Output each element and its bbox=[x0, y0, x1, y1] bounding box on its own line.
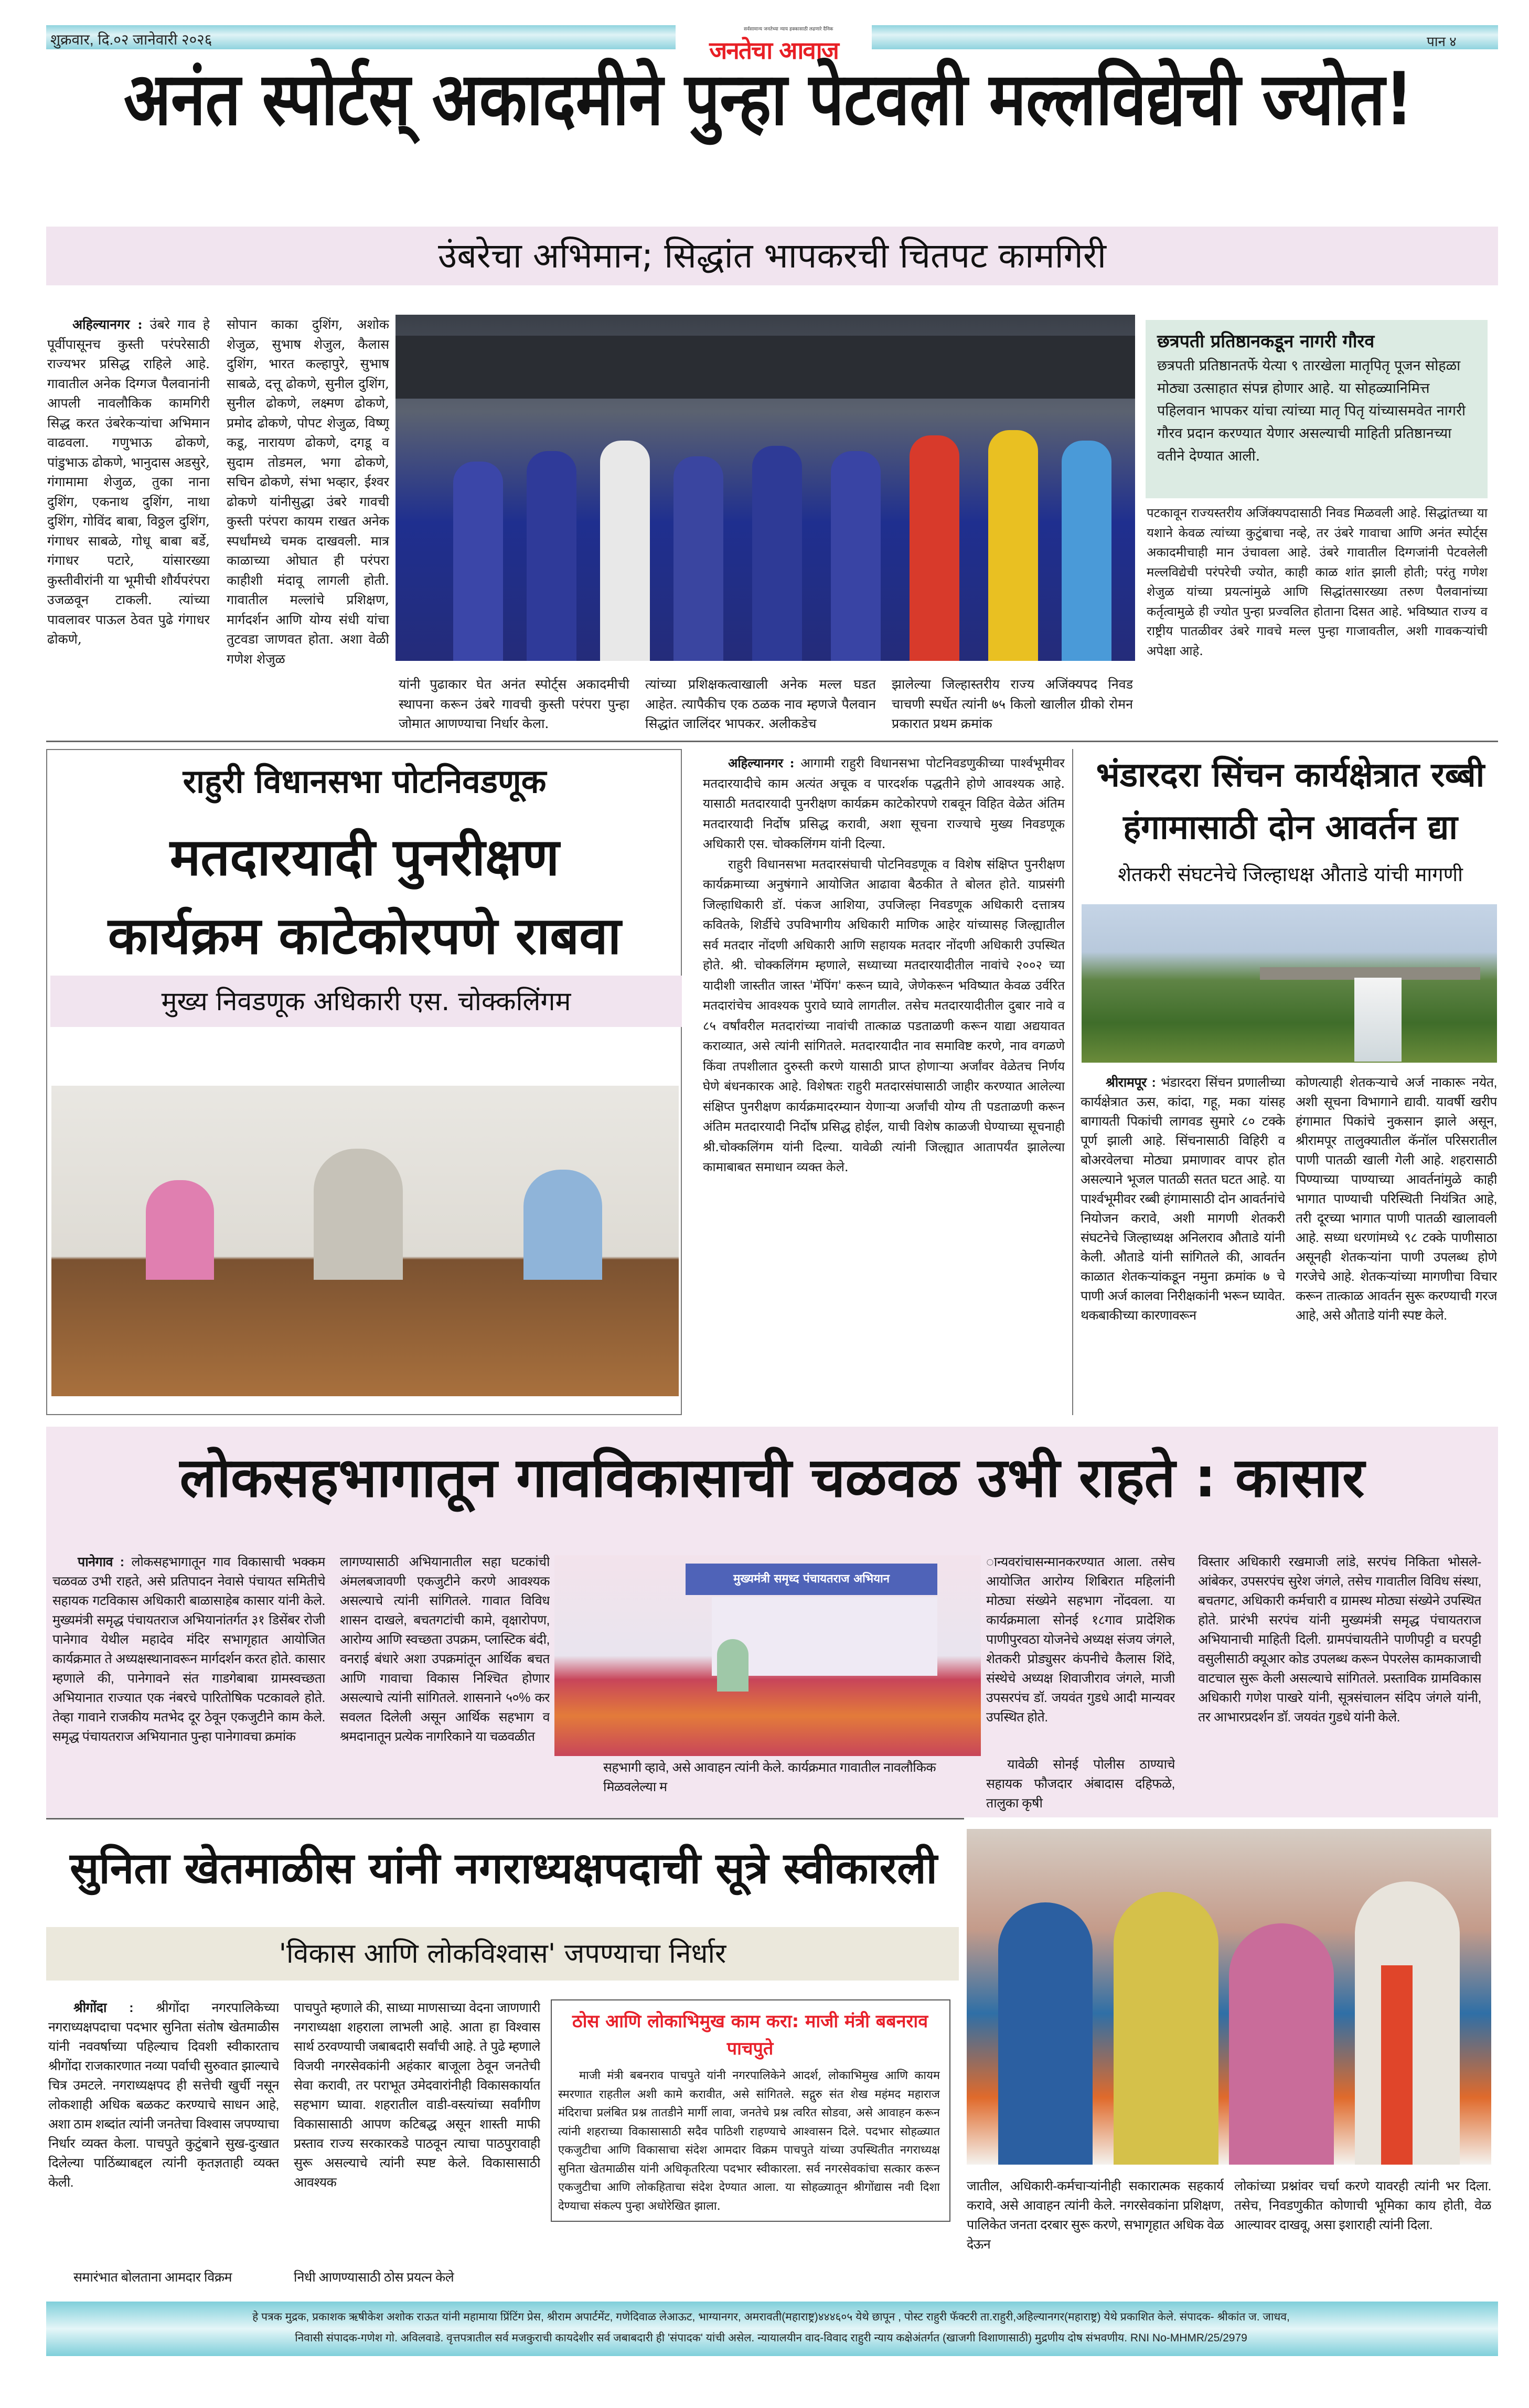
story2-para1: आगामी राहुरी विधानसभा पोटनिवडणुकीच्या पार्श्वभूमीवर मतदारयादीचे काम अत्यंत अचूक व पारदर्शक पद्धतीने होणे आवश्यक आहे. यासाठी मतदारयादी पुनरीक्षण कार्यक्रम काटेकोरपणे राबवून विहित वेळेत अंतिम मतदारयादी निर्दोष प्रसिद्ध करावी, अशा सूचना राज्याचे मुख्य निवडणूक अधिकारी एस. चोक्कलिंगम यांनी दिल्या. bbox=[703, 756, 1065, 851]
story5-column-2b: निधी आणण्यासाठी ठोस प्रयत्न केले bbox=[294, 2270, 454, 2285]
sidebar-box-title: छत्रपती प्रतिष्ठानकडून नागरी गौरव bbox=[1157, 331, 1375, 352]
story2-body bbox=[703, 753, 1065, 1404]
photo-figure bbox=[523, 1170, 602, 1280]
story4-column-5: विस्तार अधिकारी रखमाजी लांडे, सरपंच निकिता भोसले-आंबेकर, उपसरपंच सुरेश जंगले, तसेच गावातील विविध संस्था, बचतगट, अधिकारी कर्मचारी व ग्रामस्थ मोठ्या संख्येने उपस्थित होते. प्रारंभी सरपंच यांनी मुख्यमंत्री समृद्ध पंचायतराज अभियानाची माहिती दिली. ग्रामपंचायतीने पाणीपट्टी व घरपट्टी वसुलीसाठी क्यूआर कोड उपलब्ध करून पेपरलेस कामकाजाची वाटचाल सुरू केली असल्याचे सांगितले. प्रस्ताविक ग्रामविकास अधिकारी गणेश पाखरे यांनी, सूत्रसंचालन संदिप जंगले यांनी, तर आभारप्रदर्शन डॉ. जयवंत गुडधे यांनी केले. bbox=[1198, 1555, 1481, 1725]
bhandardara-dam-photo bbox=[1082, 904, 1497, 1063]
imprint-text bbox=[63, 2307, 1479, 2349]
story5-subhead: 'विकास आणि लोकविश्वास' जपण्याचा निर्धार bbox=[279, 1938, 726, 1970]
election-meeting-photo bbox=[51, 1086, 679, 1396]
story1-column-6: पटकावून राज्यस्तरीय अजिंक्यपदासाठी निवड मिळवली आहे. सिद्धांतच्या या यशाने केवळ त्यांच्या कुटुंबाचा नव्हे, तर उंबरे गावाचा आणि अनंत स्पोर्ट्स अकादमीचाही मान उंचावला आहे. उंबरे गावातील दिग्गजांनी पेटवलेली मल्लविद्येची परंपरेची ज्योत, काही काळ शांत झाली होती; परंतु गणेश शेजुळ यांच्या प्रयत्नांमुळे आणि सिद्धांतसारख्या तरुण पैलवानांच्या कर्तृत्वामुळे ही ज्योत पुन्हा प्रज्वलित होताना दिसत आहे. भविष्यात राज्य व राष्ट्रीय पातळीवर उंबरे गावचे मल्ल पुन्हा गाजावतील, अशी गावकऱ्यांची अपेक्षा आहे. bbox=[1147, 506, 1488, 658]
story5-column-2: पाचपुते म्हणाले की, साध्या माणसाच्या वेदना जाणणारी नगराध्यक्षा शहराला लाभली आहे. आता हा विश्वास सार्थ ठरवण्याची जबाबदारी सर्वांची आहे. ते पुढे म्हणाले विजयी नगरसेवकांनी अहंकार बाजूला ठेवून जनतेची सेवा करावी, तर पराभूत उमेदवारांनीही विकासकार्यात सहभाग घ्यावा. शहरातील वाडी-वस्त्यांच्या सर्वांगीण विकासासाठी आपण कटिबद्ध असून शास्ती माफी प्रस्ताव राज्य सरकारकडे पाठवून त्याचा पाठपुरावाही सुरू असल्याचे त्यांनी स्पष्ट केले. विकासासाठी आवश्यक bbox=[294, 2000, 540, 2190]
panchayatraj-event-photo bbox=[554, 1555, 981, 1756]
imprint-line-1: हे पत्रक मुद्रक, प्रकाशक ऋषीकेश अशोक राऊत यांनी महामाया प्रिंटिंग प्रेस, श्रीराम अपार्टमेंट, गणेदिवाळ लेआऊट, भाग्यानगर, अमरावती(महाराष्ट्र)४४४६०५ येथे छापून , पोस्ट राहुरी फॅक्टरी ता.राहुरी,अहिल्यानगर(महाराष्ट्र) येथे प्रकाशित केले. संपादक- श्रीकांत ज. जाधव, bbox=[252, 2311, 1290, 2323]
waterfall bbox=[1354, 978, 1402, 1062]
photo-figure bbox=[1229, 1923, 1334, 2165]
story4-column-2: लागण्यासाठी अभियानातील सहा घटकांची अंमलबजावणी एकजुटीने करणे आवश्यक असल्याचे त्यांनी सांगितले. गावात विविध शासन दाखले, बचतगटांची कामे, वृक्षारोपण, आरोग्य आणि स्वच्छता उपक्रम, प्लास्टिक बंदी, वनराई बंधारे अशा उपक्रमांतून आर्थिक बचत आणि गावाचा विकास निश्चित होणार असल्याचे त्यांनी सांगितले. शासनाने ५०% कर सवलत दिलेली असून आर्थिक सहभाग व श्रमदानातून प्रत्येक नागरिकाने या चळवळीत bbox=[340, 1555, 550, 1744]
story2-headline bbox=[52, 818, 677, 976]
story3-column-2: कोणत्याही शेतकऱ्याचे अर्ज नाकारू नयेत, अशी सूचना विभागाने द्यावी. यावर्षी खरीप हंगामात पिकांचे नुकसान झाले असून, श्रीरामपूर तालुक्यातील कॅनॉल परिसरातील पाणी पातळी खाली गेली आहे. शहरासाठी पिण्याच्या पाण्याच्या आवर्तनांमुळे काही भागात पाण्याची परिस्थिती नियंत्रित आहे, तरी दूरच्या भागात पाणी पातळी खालावली आहे. सध्या धरणांमध्ये ९८ टक्के पाणीसाठा असूनही शेतकऱ्यांना पाणी उपलब्ध होणे गरजेचे आहे. शेतकऱ्यांच्या मागणीचा विचार करून तात्काळ आवर्तन सुरू करण्याची गरज आहे, असे औताडे यांनी स्पष्ट केले. bbox=[1296, 1075, 1497, 1323]
story1-column-5: झालेल्या जिल्हास्तरीय राज्य अजिंक्यपद निवड चाचणी स्पर्धेत त्यांनी ७५ किलो खालील ग्रीको रोमन प्रकारात प्रथम क्रमांक bbox=[892, 677, 1133, 731]
story2-para2: राहुरी विधानसभा मतदारसंघाची पोटनिवडणूक व विशेष संक्षिप्त पुनरीक्षण कार्यक्रमाच्या अनुषंगाने आयोजित आढावा बैठकीत ते बोलत होते. याप्रसंगी जिल्हाधिकारी डॉ. पंकज आशिया, उपजिल्हा निवडणूक अधिकारी दत्तात्रय कवितके, शिर्डीचे उपविभागीय अधिकारी माणिक आहेर यांच्यासह जिल्ह्यातील सर्व मतदार नोंदणी अधिकारी आणि सहायक मतदार नोंदणी अधिकारी उपस्थित होते. श्री. चोक्कलिंगम म्हणाले, सध्याच्या मतदारयादीतील नावांचे २००२ च्या यादीशी जास्तीत जास्त 'मॅपिंग' करून घ्यावे, जेणेकरून भविष्यात केवळ उर्वरित मतदारांचेच आवश्यक पुरावे घ्यावे लागतील. तसेच मतदारयादीतील दुबार नावे व ८५ वर्षांवरील मतदारांच्या नावांची तात्काळ पडताळणी करून याद्या अद्ययावत कराव्यात, असे त्यांनी सांगितले. मतदारयादीत नाव समाविष्ट करणे, नाव वगळणे किंवा तपशीलात दुरुस्ती करणे यासाठी प्राप्त होणाऱ्या अर्जांवर वेळेतच निर्णय घेणे बंधनकारक आहे. विशेषतः राहुरी मतदारसंघासाठी जाहीर करण्यात आलेल्या संक्षिप्त पुनरीक्षण कार्यक्रमादरम्यान येणाऱ्या अर्जांची योग्य ती पडताळणी करून अंतिम मतदारयादी निर्दोष प्रसिद्ध होईल, याची विशेष काळजी घेण्याच्या सूचनाही श्री.चोक्कलिंगम यांनी दिल्या. यावेळी त्यांनी जिल्ह्यात आतापर्यंत झालेल्या कामाबाबत समाधान व्यक्त केले. bbox=[703, 857, 1065, 1174]
photo-figure bbox=[314, 1149, 403, 1280]
inset-body: माजी मंत्री बबनराव पाचपुते यांनी नगरपालिकेने आदर्श, लोकाभिमुख आणि कायम स्मरणात राहतील अशी कामे करावीत, असे सांगितले. सद्गुरु संत शेख महंमद महाराज मंदिराचा प्रलंबित प्रश्न तातडीने मार्गी लावा, जनतेचे प्रश्न त्वरित सोडवा, असे आवाहन करून त्यांनी शहराच्या विकासासाठी सदैव पाठिशी राहण्याचे आश्वासन दिले. पदभार सोहळ्यात एकजुटीचा आणि विकासाचा संदेश आमदार विक्रम पाचपुते यांच्या उपस्थितीत नगराध्यक्ष सुनिता खेतमाळीस यांनी अधिकृतरित्या पदभार स्वीकारला. सर्व नगरसेवकांचा सत्कार करून एकजुटीचा आणि लोकहिताचा संदेश देण्यात आला. या सोहळ्यातून श्रीगोंद्यास नवी दिशा देण्याचा संकल्प पुन्हा अधोरेखित झाला. bbox=[558, 2069, 940, 2213]
section-divider bbox=[46, 1818, 964, 1820]
inset-title: ठोस आणि लोकाभिमुख काम करा: माजी मंत्री बबनराव पाचपुते bbox=[572, 2011, 928, 2059]
photo-figure bbox=[752, 446, 802, 661]
photo-figure bbox=[146, 1180, 214, 1280]
story3-subhead: शेतकरी संघटनेचे जिल्हाधक्ष औताडे यांची मागणी bbox=[1118, 863, 1463, 886]
nagaradhyaksha-swearing-photo bbox=[967, 1829, 1491, 2165]
wrestlers-group-photo bbox=[395, 315, 1135, 661]
party-scarf bbox=[1381, 1965, 1413, 2165]
photo-banner bbox=[395, 336, 1135, 399]
column-divider bbox=[1072, 749, 1073, 1415]
story1-headline: अनंत स्पोर्टस् अकादमीने पुन्हा पेटवली मल्लविद्येची ज्योत! bbox=[123, 56, 1414, 142]
photo-figure bbox=[527, 451, 576, 661]
story3-headline: भंडारदरा सिंचन कार्यक्षेत्रात रब्बी हंगामासाठी दोन आवर्तन द्या bbox=[1096, 756, 1485, 847]
story1-column-1 bbox=[47, 315, 210, 740]
story5-column-1 bbox=[48, 1998, 279, 2245]
story1-col1-text: उंबरे गाव हे पूर्वीपासूनच कुस्ती परंपरेसाठी राज्यभर प्रसिद्ध राहिले आहे. गावातील अनेक दिग्गज पैलवानांनी आपली नावलौकिक कामगिरी सिद्ध करत उंबरेकऱ्यांचा अभिमान वाढवला. गणुभाऊ ढोकणे, पांडुभाऊ ढोकणे, भानुदास अडसुरे, गंगामामा शेजुळ, तुका नाना दुशिंग, एकनाथ दुशिंग, नाथा दुशिंग, गोविंद बाबा, विठ्ठल दुशिंग, गंगाधर साबळे, गोधू बाबा बर्डे, गंगाधर पटारे, यांसारख्या कुस्तीवीरांनी या भूमीची शौर्यपरंपरा उजळवून टाकली. त्यांच्या पावलावर पाऊल ठेवत पुढे गंगाधर ढोकणे, bbox=[47, 317, 210, 647]
story4-column-1 bbox=[52, 1553, 325, 1815]
photo-figure bbox=[1114, 1892, 1218, 2165]
issue-date: शुक्रवार, दि.०२ जानेवारी २०२६ bbox=[50, 31, 212, 48]
story5-dateline: श्रीगोंदा : bbox=[73, 2000, 134, 2015]
photo-figure bbox=[673, 456, 723, 661]
story4-col1-text: लोकसहभागातून गाव विकासाची भक्कम चळवळ उभी राहते, असे प्रतिपादन नेवासे पंचायत समितीचे सहायक गटविकास अधिकारी बाळासाहेब कासार यांनी केले. मुख्यमंत्री समृद्ध पंचायतराज अभियानांतर्गत ३१ डिसेंबर रोजी पानेगाव येथील महादेव मंदिर सभागृहात आयोजित कार्यक्रमात ते अध्यक्षस्थानावरून मार्गदर्शन करत होते. कासार म्हणाले की, पानेगावने संत गाडगेबाबा ग्रामस्वच्छता अभियानात राज्यात एक नंबरचे पारितोषिक पटकावले होते. तेव्हा गावाने राजकीय मतभेद दूर ठेवून एकजुटीने काम केले. समृद्ध पंचायतराज अभियानात पुन्हा पानेगावचा क्रमांक bbox=[52, 1555, 325, 1744]
story4-column-3: सहभागी व्हावे, असे आवाहन त्यांनी केले. कार्यक्रमात गावातील नावलौकिक मिळवलेल्या म bbox=[603, 1760, 936, 1794]
story1-column-3: यांनी पुढाकार घेत अनंत स्पोर्ट्स अकादमीची स्थापना करून उंबरे गावची कुस्ती परंपरा पुन्हा जोमात आणण्याचा निर्धार केला. bbox=[399, 677, 629, 731]
photo-figure bbox=[717, 1639, 749, 1692]
photo-figure bbox=[988, 430, 1038, 661]
story2-headline-line1: मतदारयादी पुनरीक्षण bbox=[169, 828, 560, 887]
story1-column-2: सोपान काका दुशिंग, अशोक शेजुळ, सुभाष शेजुल, कैलास दुशिंग, भारत कल्हापुरे, सुभाष साबळे, दत्तू ढोकणे, सुनील दुशिंग, सुनील ढोकणे, लक्ष्मण ढोकणे, प्रमोद ढोकणे, पोपट शेजुळ, विष्णू कडू, नारायण ढोकणे, दगडू व सुदाम तोडमल, भगा ढोकणे, सचिन ढोकणे, संभा भव्हार, ईश्वर ढोकणे यांनीसुद्धा उंबरे गावची कुस्ती परंपरा कायम राखत अनेक स्पर्धांमध्ये चमक दाखवली. मात्र काळाच्या ओघात ही परंपरा काहीशी मंदावू लागली होती. गावातील मल्लांचे प्रशिक्षण, मार्गदर्शन आणि योग्य संधी यांचा तुटवडा जाणवत होता. अशा वेळी गणेश शेजुळ bbox=[227, 317, 389, 667]
photo-figure bbox=[453, 462, 503, 661]
photo-figure bbox=[1062, 441, 1111, 661]
page-number: पान ४ bbox=[1427, 34, 1457, 49]
story4-dateline: पानेगाव : bbox=[78, 1555, 124, 1569]
sidebar-box-body: छत्रपती प्रतिष्ठानतर्फे येत्या ९ तारखेला मातृपितृ पूजन सोहळा मोठ्या उत्साहात संपन्न होणार आहे. या सोहळ्यानिमित्त पहिलवान भापकर यांचा त्यांच्या मातृ पितृ यांच्यासमवेत नागरी गौरव प्रदान करण्यात येणार असल्याची माहिती प्रतिष्ठानच्या वतीने देण्यात आली. bbox=[1157, 358, 1466, 464]
story2-headline-line2: कार्यक्रम काटेकोरपणे राबवा bbox=[108, 906, 622, 966]
story4-column-4b: यावेळी सोनई पोलीस ठाण्याचे सहायक फौजदार अंबादास दहिफळे, तालुका कृषी bbox=[986, 1757, 1175, 1811]
story5-headline: सुनिता खेतमाळीस यांनी नगराध्यक्षपदाची सूत्रे स्वीकारली bbox=[70, 1844, 937, 1893]
imprint-line-2: निवासी संपादक-गणेश गो. अविलवाडे. वृत्तपत्रातील सर्व मजकुराची कायदेशीर सर्व जबाबदारी ही 'संपादक' यांची असेल. न्यायालयीन वाद-विवाद राहुरी न्याय कक्षेअंतर्गत (खाजगी विशाणासाठी) मुद्रणीय दोष संभवणीय. RNI No-MHMR/25/2979 bbox=[295, 2332, 1247, 2344]
story5-column-4: लोकांच्या प्रश्नांवर चर्चा करणे यावरही त्यांनी भर दिला. तसेच, निवडणुकीत कोणाची भूमिका काय होती, वेळ आल्यावर दाखवू, असा इशाराही त्यांनी दिला. bbox=[1234, 2179, 1491, 2232]
story4-column-4: ान्यवरांचासन्मानकरण्यात आला. तसेच आयोजित आरोग्य शिबिरात महिलांनी मोठ्या संख्येने सहभाग नोंदवला. या कार्यक्रमाला सोनई १८गाव प्रादेशिक पाणीपुरवठा योजनेचे अध्यक्ष संजय जंगले, शेतकरी प्रोड्युसर कंपनीचे कैलास शिंदे, संस्थेचे अध्यक्ष शिवाजीराव जंगले, माजी उपसरपंच डॉ. जयवंत गुडधे आदी मान्यवर उपस्थित होते. bbox=[986, 1555, 1175, 1725]
story4-headline: लोकसहभागातून गावविकासाची चळवळ उभी राहते : कासार bbox=[179, 1446, 1365, 1510]
story2-dateline: अहिल्यानगर : bbox=[728, 755, 795, 770]
story3-column-1 bbox=[1081, 1073, 1285, 1409]
photo-figure bbox=[831, 451, 881, 661]
story2-subhead: मुख्य निवडणूक अधिकारी एस. चोक्कलिंगम bbox=[161, 986, 571, 1016]
logo-wordmark: जनतेचा आवाज bbox=[709, 36, 838, 65]
story1-column-4: त्यांच्या प्रशिक्षकत्वाखाली अनेक मल्ल घडत आहेत. त्यापैकीच एक ठळक नाव म्हणजे पैलवान सिद्धांत जालिंदर भापकर. अलीकडेच bbox=[645, 677, 876, 731]
story1-dateline: अहिल्यानगर : bbox=[72, 317, 143, 332]
photo-figure bbox=[998, 1902, 1093, 2165]
logo-tagline: सर्वसामान्य जनतेच्या न्याय हक्कासाठी लढणारे दैनिक bbox=[744, 27, 833, 32]
photo-figure bbox=[910, 435, 959, 661]
photo-figure bbox=[600, 441, 650, 661]
story5-column-1b: समारंभात बोलताना आमदार विक्रम bbox=[73, 2270, 232, 2285]
story3-dateline: श्रीरामपूर : bbox=[1106, 1075, 1156, 1090]
story1-subhead: उंबरेचा अभिमान; सिद्धांत भापकरची चितपट कामगिरी bbox=[438, 236, 1106, 276]
story3-col1-text: भंडारदरा सिंचन प्रणालीच्या कार्यक्षेत्रात ऊस, कांदा, गहू, मका यांसह बागायती पिकांची लागवड सुमारे ८० टक्के पूर्ण झाली आहे. सिंचनासाठी विहिरी व बोअरवेलचा मोठ्या प्रमाणावर वापर होत असल्याने भूजल पातळी सतत घटत आहे. या पार्श्वभूमीवर रब्बी हंगामासाठी दोन आवर्तनांचे नियोजन करावे, अशी मागणी शेतकरी संघटनेचे जिल्हाध्यक्ष अनिलराव औताडे यांनी केली. औताडे यांनी सांगितले की, आवर्तन काळात शेतकऱ्यांकडून नमुना क्रमांक ७ चे पाणी अर्ज कालवा निरीक्षकांनी भरून घ्यावेत. थकबाकीच्या कारणावरून bbox=[1081, 1075, 1285, 1323]
section-divider bbox=[46, 741, 1498, 742]
story5-col1-text: श्रीगोंदा नगरपालिकेच्या नगराध्यक्षपदाचा पदभार सुनिता संतोष खेतमाळीस यांनी नववर्षाच्या पहिल्याच दिवशी स्वीकारताच श्रीगोंदा राजकारणात नव्या पर्वाची सुरुवात झाल्याचे चित्र उमटले. नगराध्यक्षपद ही सत्तेची खुर्ची नसून लोकशाही अधिक बळकट करण्याचे साधन आहे, अशा ठाम शब्दांत त्यांनी जनतेचा विश्वास जपण्याचा निर्धार व्यक्त केला. पाचपुते कुटुंबाने सुख-दुःखात दिलेल्या पाठिंब्याबद्दल त्यांनी कृतज्ञताही व्यक्त केली. bbox=[48, 2000, 279, 2190]
story2-kicker: राहुरी विधानसभा पोटनिवडणूक bbox=[183, 762, 547, 800]
event-banner-text: मुख्यमंत्री समृध्द पंचायतराज अभियान bbox=[686, 1564, 937, 1595]
story5-column-3: जातील, अधिकारी-कर्मचाऱ्यांनीही सकारात्मक सहकार्य करावे, असे आवाहन त्यांनी केले. नगरसेवकांना प्रशिक्षण, पालिकेत जनता दरबार सुरू करणे, सभागृहात अधिक वेळ देऊन bbox=[967, 2179, 1224, 2252]
